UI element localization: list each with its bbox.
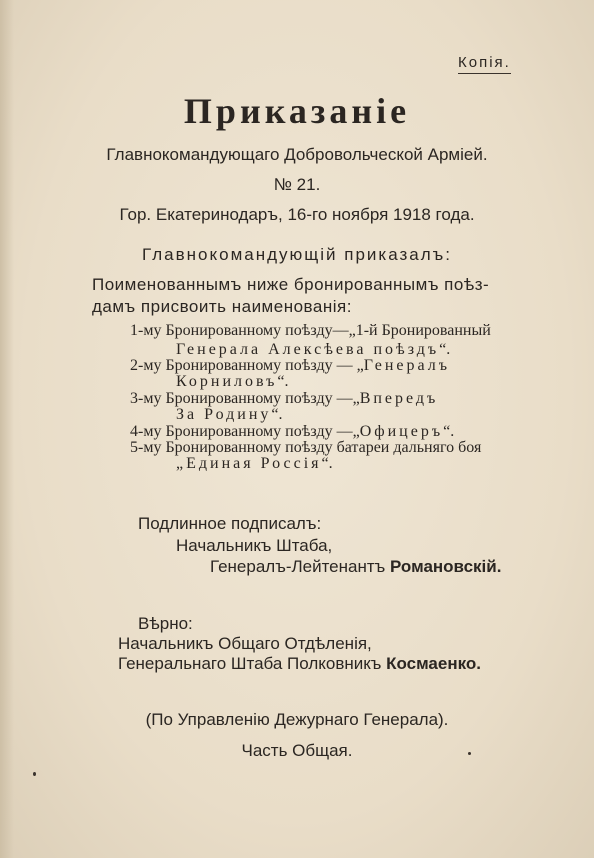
train-3-line-2 [176, 406, 283, 424]
train-5-prefix: 5-му Бронированному поѣзду батареи дальняго боя [130, 439, 482, 456]
attester-rank: Генеральнаго Штаба Полковникъ [118, 654, 382, 673]
document-subtitle: Главнокомандующаго Добровольческой Арміей. [106, 145, 488, 164]
train-4-prefix: 4-му Бронированному поѣзду —„ [130, 423, 360, 440]
train-2-line-2 [176, 373, 289, 391]
document-title: Приказаніе [183, 91, 411, 131]
intro-line-2: дамъ присвоить наименованія: [92, 297, 352, 316]
train-3-prefix: 3-му Бронированному поѣзду —„ [130, 390, 360, 407]
train-1-prefix: 1-му Бронированному поѣзду—„ [130, 322, 356, 339]
train-5-name: „Единая Россія [176, 455, 322, 472]
chief-of-staff-title: Начальникъ Штаба, [176, 536, 333, 555]
department-chief-title: Начальникъ Общаго Отдѣленія, [118, 634, 372, 653]
train-5-suffix: “. [321, 455, 333, 472]
train-1-line-1 [130, 322, 491, 340]
train-1-name-b: Генерала Алексѣева поѣздъ [176, 341, 440, 358]
place-date: Гор. Екатеринодаръ, 16-го ноября 1918 года. [119, 205, 475, 224]
signed-label: Подлинное подписалъ: [138, 514, 322, 533]
copy-mark: Копія. [458, 54, 511, 74]
signer-line [210, 557, 501, 577]
signer-rank: Генералъ-Лейтенантъ [210, 557, 386, 576]
paper-speck [468, 752, 471, 755]
train-5-line-2 [176, 455, 333, 473]
signer-name: Романовскій. [390, 557, 502, 576]
general-part-label: Часть Общая. [241, 741, 353, 760]
ordered-heading: Главнокомандующій приказалъ: [141, 245, 452, 264]
train-1-name-a: 1-й Бронированный [355, 322, 491, 339]
train-2-name-a: Генералъ [363, 357, 450, 374]
verno-label: Вѣрно: [138, 614, 193, 633]
intro-line-1: Поименованнымъ ниже бронированнымъ поѣз- [92, 275, 490, 294]
train-4-suffix: “. [443, 423, 455, 440]
train-3-name-b: За Родину [176, 406, 272, 423]
train-3-name-a: Впередъ [359, 390, 439, 407]
paper-speck [33, 772, 36, 776]
attester-name: Космаенко. [386, 654, 481, 673]
train-3-suffix: “. [271, 406, 283, 423]
order-number: № 21. [273, 175, 321, 194]
train-1-suffix: “. [439, 341, 451, 358]
attester-line [118, 654, 481, 674]
train-4-name: Офицеръ [359, 423, 444, 440]
train-2-prefix: 2-му Бронированному поѣзду — „ [130, 357, 364, 374]
train-2-suffix: “. [277, 373, 289, 390]
duty-general-note: (По Управленію Дежурнаго Генерала). [145, 710, 449, 729]
train-2-name-b: Корниловъ [176, 373, 278, 390]
